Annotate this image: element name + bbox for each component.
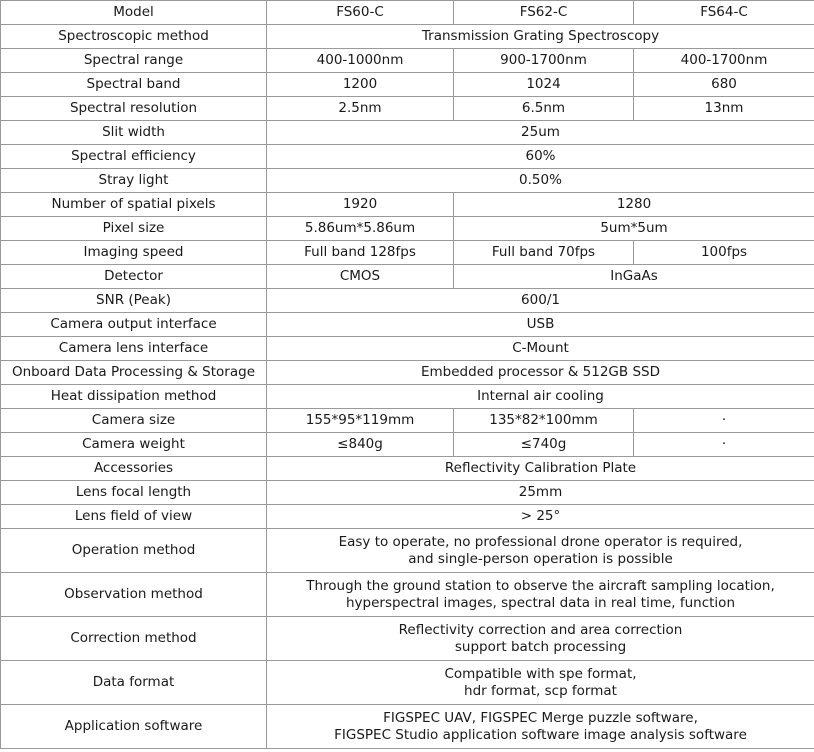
row-value (267, 617, 814, 661)
row-value: USB (267, 313, 814, 337)
row-value: 100fps (634, 241, 814, 265)
row-label: Operation method (1, 529, 267, 573)
row-value (267, 573, 814, 617)
table-row (1, 265, 814, 289)
row-label: Onboard Data Processing & Storage (1, 361, 267, 385)
value-line: FIGSPEC Studio application software image analysis software (334, 726, 747, 743)
row-label: Observation method (1, 573, 267, 617)
value-line: support batch processing (454, 638, 627, 655)
header-cell: FS62-C (454, 1, 634, 25)
row-label: Correction method (1, 617, 267, 661)
row-value: 60% (267, 145, 814, 169)
row-label: Imaging speed (1, 241, 267, 265)
row-value: 2.5nm (267, 97, 454, 121)
row-label: Lens field of view (1, 505, 267, 529)
row-value (267, 661, 814, 705)
table-row (1, 121, 814, 145)
row-value: ≤840g (267, 433, 454, 457)
row-label: Pixel size (1, 217, 267, 241)
row-label: Accessories (1, 457, 267, 481)
row-label: Spectral efficiency (1, 145, 267, 169)
row-value: 400-1000nm (267, 49, 454, 73)
table-row (1, 193, 814, 217)
table-row (1, 313, 814, 337)
row-value: 1280 (454, 193, 814, 217)
table-row (1, 661, 814, 705)
row-label: SNR (Peak) (1, 289, 267, 313)
row-value: · (634, 409, 814, 433)
table-row (1, 337, 814, 361)
value-line: Reflectivity correction and area correction (398, 621, 683, 638)
table-row (1, 385, 814, 409)
row-value: InGaAs (454, 265, 814, 289)
table-row (1, 361, 814, 385)
row-value: 25mm (267, 481, 814, 505)
table-row (1, 705, 814, 749)
table-row (1, 617, 814, 661)
table-row (1, 529, 814, 573)
row-label: Spectral range (1, 49, 267, 73)
row-value: 0.50% (267, 169, 814, 193)
value-line: Through the ground station to observe the aircraft sampling location, (306, 577, 775, 594)
row-label: Lens focal length (1, 481, 267, 505)
table-row (1, 505, 814, 529)
row-label: Data format (1, 661, 267, 705)
table-row (1, 573, 814, 617)
row-value: 1920 (267, 193, 454, 217)
row-label: Spectral resolution (1, 97, 267, 121)
row-value: 5um*5um (454, 217, 814, 241)
value-line: FIGSPEC UAV, FIGSPEC Merge puzzle software, (383, 709, 698, 726)
table-row (1, 49, 814, 73)
header-cell: FS60-C (267, 1, 454, 25)
value-line: hyperspectral images, spectral data in real time, function (345, 594, 735, 611)
row-label: Number of spatial pixels (1, 193, 267, 217)
header-cell: FS64-C (634, 1, 814, 25)
row-label: Camera lens interface (1, 337, 267, 361)
table-row (1, 241, 814, 265)
table-row (1, 145, 814, 169)
row-label: Application software (1, 705, 267, 749)
table-row (1, 289, 814, 313)
row-value: > 25° (267, 505, 814, 529)
value-line: Easy to operate, no professional drone operator is required, (338, 533, 743, 550)
row-label: Spectroscopic method (1, 25, 267, 49)
row-label: Camera size (1, 409, 267, 433)
row-value: Full band 70fps (454, 241, 634, 265)
table-row (1, 73, 814, 97)
table-row (1, 433, 814, 457)
row-value: 1024 (454, 73, 634, 97)
row-value: 155*95*119mm (267, 409, 454, 433)
table-row (1, 217, 814, 241)
row-value: 1200 (267, 73, 454, 97)
row-value: Full band 128fps (267, 241, 454, 265)
row-label: Slit width (1, 121, 267, 145)
row-value: 680 (634, 73, 814, 97)
row-label: Heat dissipation method (1, 385, 267, 409)
table-row (1, 409, 814, 433)
table-row (1, 169, 814, 193)
row-value: 400-1700nm (634, 49, 814, 73)
table-row (1, 481, 814, 505)
row-value: C-Mount (267, 337, 814, 361)
row-label: Camera weight (1, 433, 267, 457)
row-label: Camera output interface (1, 313, 267, 337)
row-value (267, 705, 814, 749)
table-row (1, 97, 814, 121)
row-label: Spectral band (1, 73, 267, 97)
row-value (267, 529, 814, 573)
header-cell: Model (1, 1, 267, 25)
row-value: 6.5nm (454, 97, 634, 121)
row-value: Reflectivity Calibration Plate (267, 457, 814, 481)
row-value: CMOS (267, 265, 454, 289)
row-value: Internal air cooling (267, 385, 814, 409)
header-row (1, 1, 814, 25)
row-value: 600/1 (267, 289, 814, 313)
value-line: hdr format, scp format (464, 682, 617, 699)
row-label: Detector (1, 265, 267, 289)
value-line: Compatible with spe format, (444, 665, 637, 682)
row-value: 25um (267, 121, 814, 145)
row-value: · (634, 433, 814, 457)
row-value: 5.86um*5.86um (267, 217, 454, 241)
value-line: and single-person operation is possible (408, 550, 673, 567)
row-value: Transmission Grating Spectroscopy (267, 25, 814, 49)
row-label: Stray light (1, 169, 267, 193)
table-row (1, 457, 814, 481)
table-row (1, 25, 814, 49)
row-value: ≤740g (454, 433, 634, 457)
row-value: 13nm (634, 97, 814, 121)
row-value: 135*82*100mm (454, 409, 634, 433)
row-value: Embedded processor & 512GB SSD (267, 361, 814, 385)
row-value: 900-1700nm (454, 49, 634, 73)
